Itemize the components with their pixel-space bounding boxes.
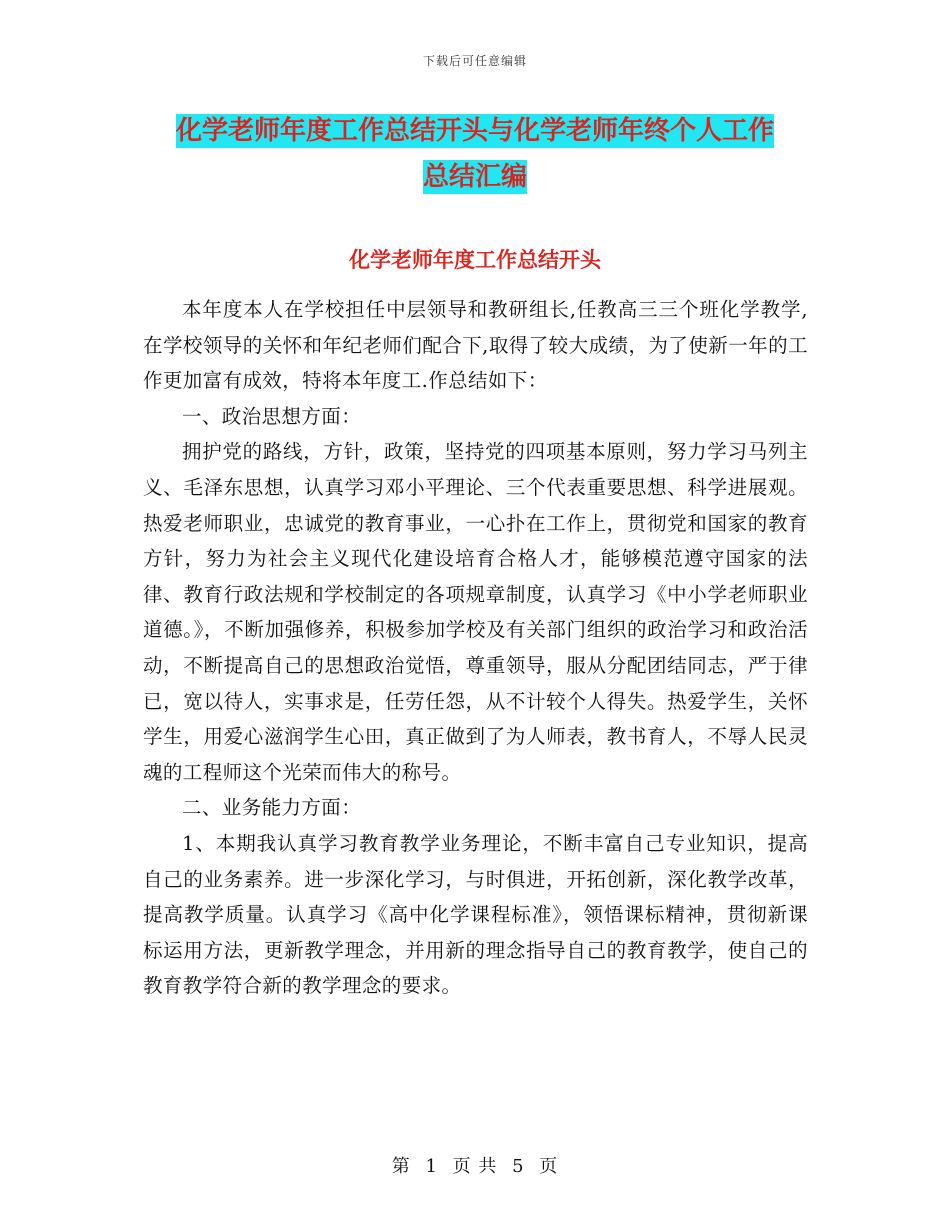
heading-political: 一、政治思想方面：: [182, 404, 362, 428]
paragraph-professional-1: 1、本期我认真学习教育教学业务理论，不断丰富自己专业知识，提高自己的业务素养。进一步深化学习，与时俱进，开拓创新，深化教学改革，提高教学质量。认真学习《高中化学课程标准》，领悟课标精神，贯彻新课标运用方法，更新教学理念，并用新的理念指导自己的教育教学，使自己的教育教学符合新的教学理念的要求。: [143, 831, 808, 998]
document-title-line-1: 化学老师年度工作总结开头与化学老师年终个人工作: [175, 116, 774, 146]
page-footer: [0, 1152, 950, 1178]
header-note: 下载后可任意编辑: [422, 54, 527, 68]
paragraph-political: 拥护党的路线，方针，政策，坚持党的四项基本原则，努力学习马列主义、毛泽东思想，认真学习邓小平理论、三个代表重要思想、科学进展观。热爱老师职业，忠诚党的教育事业，一心扑在工作上，贯彻党和国家的教育方针，努力为社会主义现代化建设培育合格人才，能够模范遵守国家的法律、教育行政法规和学校制定的各项规章制度，认真学习《中小学老师职业道德。》，不断加强修养，积极参加学校及有关部门组织的政治学习和政治活动，不断提高自己的思想政治觉悟，尊重领导，服从分配团结同志，严于律已，宽以待人，实事求是，任劳任怨，从不计较个人得失。热爱学生，关怀学生，用爱心滋润学生心田，真正做到了为人师表，教书育人，不辱人民灵魂的工程师这个光荣而伟大的称号。: [143, 440, 808, 784]
footer-page-number: 1: [425, 1156, 438, 1177]
heading-professional: 二、业务能力方面：: [182, 796, 362, 820]
section-title: 化学老师年度工作总结开头: [349, 248, 601, 272]
footer-total-pages: 5: [512, 1156, 525, 1177]
document-title-line-2: 总结汇编: [422, 162, 527, 192]
paragraph-intro: 本年度本人在学校担任中层领导和教研组长,任教高三三个班化学教学,在学校领导的关怀和年纪老师们配合下,取得了较大成绩，为了使新一年的工作更加富有成效，特将本年度工.作总结如下：: [143, 298, 808, 393]
footer-middle: 页 共: [452, 1156, 498, 1177]
footer-suffix: 页: [539, 1156, 559, 1177]
document-title: [0, 108, 950, 200]
footer-prefix: 第: [391, 1156, 411, 1177]
document-body: [143, 292, 808, 1004]
